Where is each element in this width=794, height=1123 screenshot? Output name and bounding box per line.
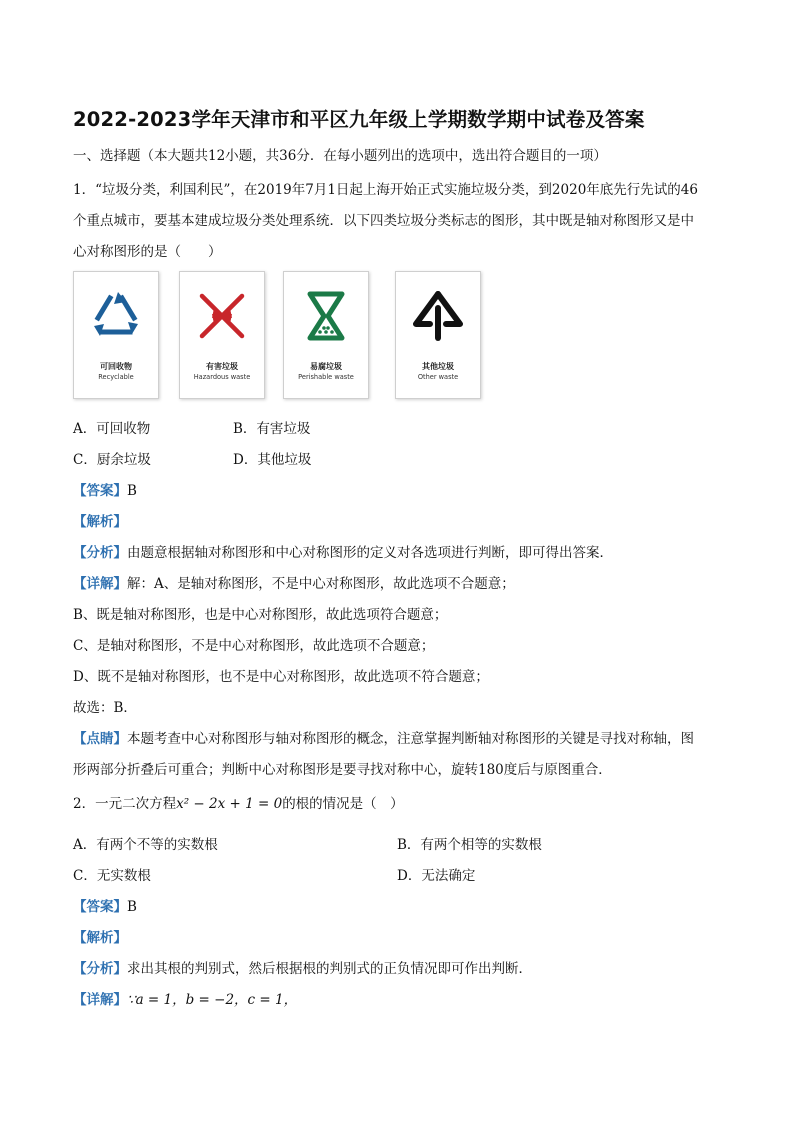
q2-stem-post: 的根的情况是（ ） bbox=[282, 796, 404, 812]
q2-stem bbox=[73, 792, 404, 812]
hazardous-sign bbox=[179, 271, 265, 399]
sign-cn-label: 可回收物 bbox=[100, 362, 132, 371]
q1-option-b: B．有害垃圾 bbox=[233, 421, 311, 437]
q1-stem-line2: 个重点城市，要基本建成垃圾分类处理系统．以下四类垃圾分类标志的图形，其中既是轴对称图形又是中 bbox=[73, 213, 694, 229]
q1-option-c: C．厨余垃圾 bbox=[73, 452, 151, 468]
q1-stem-line3: 心对称图形的是（ ） bbox=[73, 244, 222, 260]
q1-answer bbox=[73, 479, 137, 499]
other-waste-icon bbox=[410, 288, 466, 344]
sign-en-label: Other waste bbox=[417, 373, 459, 381]
q2-answer bbox=[73, 895, 137, 915]
sign-cn-label: 易腐垃圾 bbox=[310, 362, 342, 371]
q2-option-b: B．有两个相等的实数根 bbox=[397, 837, 542, 853]
dianjing-text: 本题考查中心对称图形与轴对称图形的概念，注意掌握判断轴对称图形的关键是寻找对称轴，图 bbox=[127, 731, 694, 747]
q1-dianjing-line1 bbox=[73, 727, 694, 747]
analysis-tag: 【解析】 bbox=[73, 930, 127, 946]
sign-en-label: Hazardous waste bbox=[193, 373, 251, 381]
xiangjie-tag: 【详解】 bbox=[73, 992, 127, 1008]
q1-stem-line1: 1．“垃圾分类，利国利民”，在2019年7月1日起上海开始正式实施垃圾分类，到2020年底先行先试的46 bbox=[73, 182, 698, 198]
q2-analysis-tag bbox=[73, 926, 127, 946]
q2-option-a: A．有两个不等的实数根 bbox=[73, 837, 218, 853]
dianjing-tag: 【点睛】 bbox=[73, 731, 127, 747]
q1-guxuan: 故选：B． bbox=[73, 700, 137, 716]
hazard-arrows-icon bbox=[194, 288, 250, 344]
sign-cn-label: 有害垃圾 bbox=[206, 362, 238, 371]
q2-option-d: D．无法确定 bbox=[397, 868, 476, 884]
perishable-sign bbox=[283, 271, 369, 399]
fenxi-text: 求出其根的判别式，然后根据根的判别式的正负情况即可作出判断． bbox=[127, 961, 532, 977]
q2-xiangjie bbox=[73, 988, 297, 1008]
q2-fenxi bbox=[73, 957, 532, 977]
xiangjie-tag: 【详解】 bbox=[73, 576, 127, 592]
fenxi-tag: 【分析】 bbox=[73, 545, 127, 561]
q1-detail-b: B、既是轴对称图形，也是中心对称图形，故此选项符合题意； bbox=[73, 607, 448, 623]
q2-stem-pre: 2．一元二次方程 bbox=[73, 796, 177, 812]
sign-en-label: Perishable waste bbox=[298, 373, 354, 381]
answer-value: B bbox=[127, 483, 137, 499]
page-title: 2022-2023学年天津市和平区九年级上学期数学期中试卷及答案 bbox=[73, 108, 645, 131]
analysis-tag: 【解析】 bbox=[73, 514, 127, 530]
section-header: 一、选择题（本大题共12小题，共36分．在每小题列出的选项中，选出符合题目的一项） bbox=[73, 148, 607, 164]
q1-dianjing-line2: 形两部分折叠后可重合；判断中心对称图形是要寻找对称中心，旋转180度后与原图重合． bbox=[73, 762, 612, 778]
q2-option-c: C．无实数根 bbox=[73, 868, 151, 884]
answer-tag: 【答案】 bbox=[73, 483, 127, 499]
q1-xiangjie bbox=[73, 572, 515, 592]
q1-analysis-tag bbox=[73, 510, 127, 530]
xiangjie-text: ∵a = 1，b = −2，c = 1， bbox=[127, 992, 298, 1008]
fenxi-text: 由题意根据轴对称图形和中心对称图形的定义对各选项进行判断，即可得出答案． bbox=[127, 545, 613, 561]
answer-value: B bbox=[127, 899, 137, 915]
fenxi-tag: 【分析】 bbox=[73, 961, 127, 977]
hourglass-icon bbox=[298, 288, 354, 344]
q1-detail-c: C、是轴对称图形，不是中心对称图形，故此选项不合题意； bbox=[73, 638, 435, 654]
q1-option-d: D．其他垃圾 bbox=[233, 452, 312, 468]
q2-equation: x² − 2x + 1 = 0 bbox=[176, 796, 283, 812]
recyclable-sign bbox=[73, 271, 159, 399]
sign-cn-label: 其他垃圾 bbox=[422, 362, 454, 371]
xiangjie-text: 解：A、是轴对称图形，不是中心对称图形，故此选项不合题意； bbox=[127, 576, 515, 592]
other-waste-sign bbox=[395, 271, 481, 399]
q1-fenxi bbox=[73, 541, 613, 561]
sign-en-label: Recyclable bbox=[98, 373, 134, 381]
q1-option-a: A．可回收物 bbox=[73, 421, 151, 437]
answer-tag: 【答案】 bbox=[73, 899, 127, 915]
q1-detail-d: D、既不是轴对称图形，也不是中心对称图形，故此选项不符合题意； bbox=[73, 669, 489, 685]
recycle-icon bbox=[88, 288, 144, 344]
